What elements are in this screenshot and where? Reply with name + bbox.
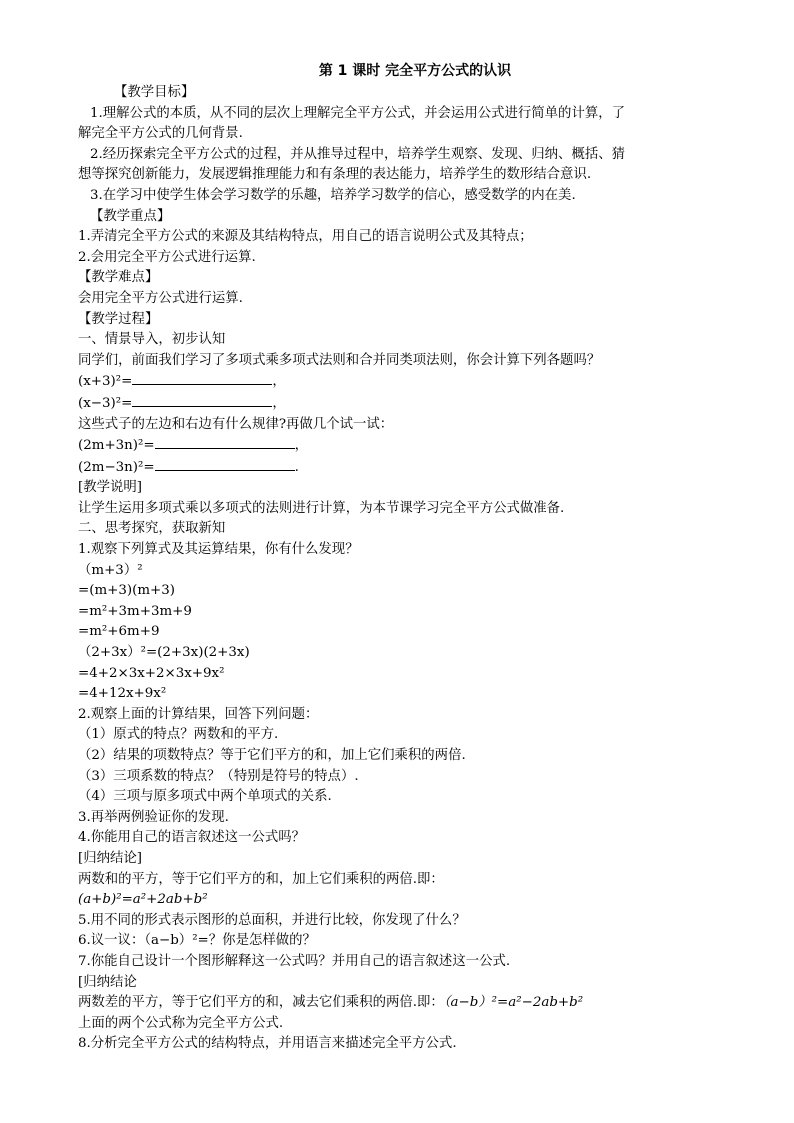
answer-blank-3[interactable]	[155, 435, 295, 449]
section-1-heading: 一、情景导入，初步认知	[78, 332, 226, 348]
exercise-4-expr: (2m−3n)²=	[78, 459, 155, 475]
key-2: 2.会用完全平方公式进行运算.	[78, 249, 256, 265]
answer-1: （1）原式的特点？两数和的平方.	[78, 727, 279, 743]
teaching-note-heading: [教学说明]	[78, 480, 143, 496]
goals-heading: 【教学目标】	[114, 85, 195, 100]
goal-1-cont: 解完全平方公式的几何背景.	[78, 126, 243, 142]
difficulty-1: 会用完全平方公式进行运算.	[78, 290, 243, 306]
observe-2: 2.观察上面的计算结果，回答下列问题：	[78, 706, 319, 722]
exercise-1-punct: ，	[272, 374, 286, 390]
observe-7: 7.你能自己设计一个图形解释这一公式吗？并用自己的语言叙述这一公式.	[78, 953, 511, 969]
observe-1: 1.观察下列算式及其运算结果，你有什么发现？	[78, 542, 359, 558]
calc-line-1: （m+3）²	[78, 562, 143, 578]
calc-line-5: （2+3x）²=(2+3x)(2+3x)	[78, 645, 250, 661]
answer-4: （4）三项与原多项式中两个单项式的关系.	[78, 789, 332, 805]
exercise-2	[78, 393, 740, 415]
observe-6: 6.议一议：（a−b）²=？你是怎样做的？	[78, 933, 316, 949]
answer-3: （3）三项系数的特点？（特别是符号的特点）.	[78, 768, 359, 784]
goal-2: 2.经历探索完全平方公式的过程，并从推导过程中，培养学生观察、发现、归纳、概括、猜	[90, 146, 626, 162]
calc-line-4: =m²+6m+9	[78, 624, 160, 640]
key-heading: 【教学重点】	[90, 208, 171, 224]
exercise-4	[78, 457, 740, 479]
exercise-3	[78, 435, 740, 457]
goal-1-line-a: 1.理解公式的本质，从不同的层次上理解完全平方公式，并会运用公式进行简单的计算，了	[90, 105, 626, 121]
answer-blank-4[interactable]	[155, 457, 295, 471]
observe-3: 3.再举两例验证你的发现.	[78, 809, 229, 825]
answer-blank-1[interactable]	[132, 371, 272, 385]
key-1: 1.弄清完全平方公式的来源及其结构特点，用自己的语言说明公式及其特点；	[78, 229, 533, 245]
section-2-heading: 二、思考探究，获取新知	[78, 521, 226, 537]
process-heading: 【教学过程】	[78, 311, 159, 327]
conclusion-2-sentence: 两数差的平方，等于它们平方的和，减去它们乘积的两倍.即：	[78, 995, 444, 1011]
calc-line-2: =(m+3)(m+3)	[78, 583, 175, 599]
rule-question: 这些式子的左边和右边有什么规律?再做几个试一试：	[78, 416, 394, 432]
conclusion-2-end: 上面的两个公式称为完全平方公式.	[78, 1015, 284, 1031]
conclusion-2-heading: [归纳结论	[78, 974, 137, 990]
goal-2-cont: 想等探究创新能力，发展逻辑推理能力和有条理的表达能力，培养学生的数形结合意识.	[78, 167, 592, 183]
exercise-2-expr: (x−3)²=	[78, 395, 133, 411]
exercise-2-punct: ，	[272, 395, 286, 411]
formula-1: (a+b)²=a²+2ab+b²	[78, 892, 208, 908]
calc-line-6: =4+2×3x+2×3x+9x²	[78, 665, 225, 681]
conclusion-1-heading: [归纳结论]	[78, 850, 143, 866]
difficulty-heading: 【教学难点】	[78, 270, 159, 286]
observe-8: 8.分析完全平方公式的结构特点，并用语言来描述完全平方公式.	[78, 1036, 457, 1052]
document-page	[78, 62, 740, 1055]
calc-line-7: =4+12x+9x²	[78, 686, 167, 702]
exercise-3-expr: (2m+3n)²=	[78, 438, 155, 454]
exercise-3-punct: ，	[294, 438, 309, 454]
lesson-title: 第 1 课时 完全平方公式的认识	[318, 63, 512, 79]
formula-2: （a−b）²=a²−2ab+b²	[443, 995, 584, 1011]
goal-3: 3.在学习中使学生体会学习数学的乐趣，培养学习数学的信心，感受数学的内在美.	[90, 187, 576, 203]
observe-5: 5.用不同的形式表示图形的总面积，并进行比较，你发现了什么？	[78, 912, 466, 928]
goal-1	[90, 104, 740, 125]
conclusion-2-text	[78, 993, 740, 1014]
calc-line-3: =m²+3m+3m+9	[78, 603, 192, 619]
answer-blank-2[interactable]	[132, 393, 272, 407]
exercise-1	[78, 371, 740, 393]
exercise-4-punct: .	[294, 459, 299, 475]
conclusion-1-text: 两数和的平方，等于它们平方的和，加上它们乘积的两倍.即：	[78, 871, 444, 887]
answer-2: （2）结果的项数特点？等于它们平方的和，加上它们乘积的两倍.	[78, 748, 466, 763]
exercise-1-expr: (x+3)²=	[78, 374, 133, 390]
section-1-text: 同学们，前面我们学习了多项式乘多项式法则和合并同类项法则，你会计算下列各题吗？	[78, 352, 601, 368]
teaching-note: 让学生运用多项式乘以多项式的法则进行计算，为本节课学习完全平方公式做准备.	[78, 500, 565, 516]
observe-4: 4.你能用自己的语言叙述这一公式吗？	[78, 830, 306, 846]
